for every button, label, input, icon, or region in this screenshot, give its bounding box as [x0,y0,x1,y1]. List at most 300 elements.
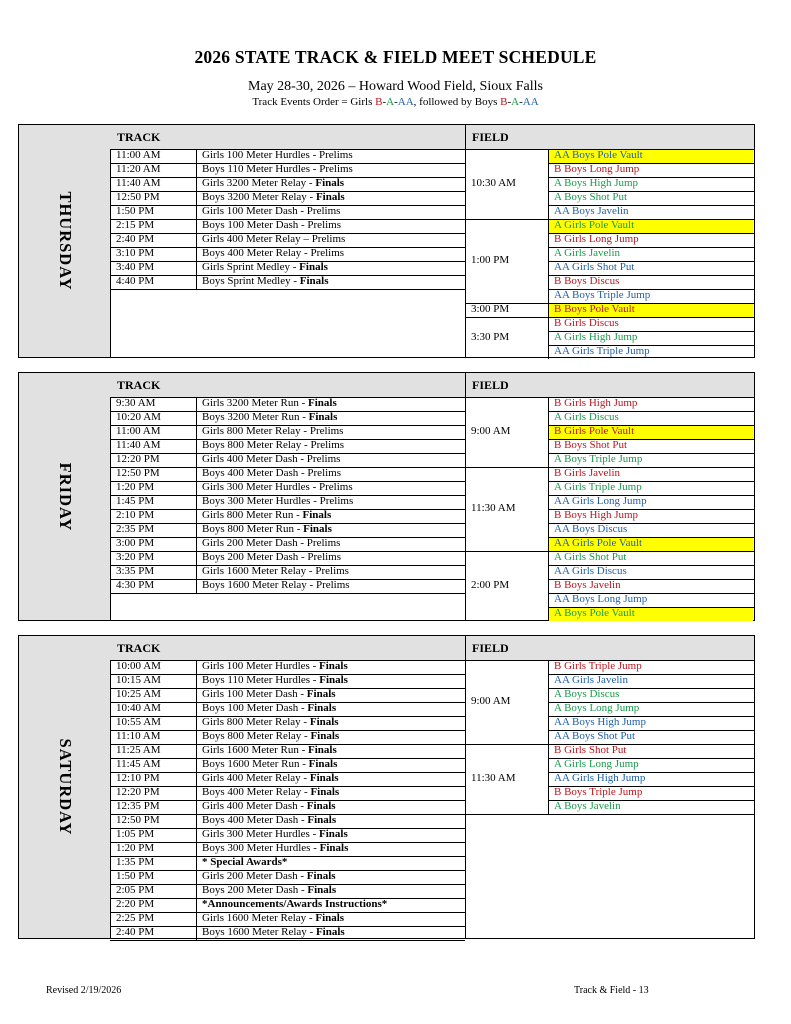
field-group-line [465,219,548,220]
track-event-round: Prelims [310,247,345,259]
field-row-line [548,205,754,206]
field-event: A Girls High Jump [554,331,638,343]
track-time: 2:35 PM [116,523,155,535]
field-event: A Boys Discus [554,688,620,700]
track-event-round: Finals [306,800,336,812]
track-time: 3:35 PM [116,565,155,577]
track-row [110,716,465,730]
field-row-line [548,565,754,566]
track-event [202,191,345,204]
track-row [110,551,465,565]
track-time: 11:40 AM [116,177,161,189]
track-event [202,926,345,939]
row-line [110,551,465,552]
track-event-round: Finals [307,702,337,714]
track-time: 11:25 AM [116,744,161,756]
track-row [110,163,465,177]
track-event-name: Boys 200 Meter Dash - [202,551,308,563]
track-event-round: Finals [308,411,338,423]
track-time: 11:20 AM [116,163,161,175]
track-event-name: Boys 3200 Meter Run - [202,411,309,423]
track-event [202,481,353,494]
field-time: 1:00 PM [471,254,510,266]
field-group-line [465,744,548,745]
track-bottom-line [110,289,465,290]
track-time: 12:20 PM [116,453,160,465]
track-event-round: Finals [319,842,349,854]
row-line [110,481,465,482]
row-line [110,912,465,913]
field-group-line [465,303,548,304]
row-line [110,565,465,566]
track-time: 1:35 PM [116,856,155,868]
field-event: B Girls Discus [554,317,619,329]
row-line [110,163,465,164]
track-time: 2:05 PM [116,884,155,896]
row-line [110,205,465,206]
track-event-round: Prelims [319,149,353,161]
field-event: B Girls Triple Jump [554,660,642,672]
field-row-line [548,702,754,703]
field-event: B Girls Long Jump [554,233,639,245]
track-event-name: Girls 100 Meter Hurdles - [202,149,320,161]
order-note-dash: - [394,96,398,108]
row-line [110,688,465,689]
track-row [110,772,465,786]
track-event [202,744,337,757]
field-row-line [548,593,754,594]
track-event-round: Finals [306,870,336,882]
track-row [110,481,465,495]
field-event: B Girls High Jump [554,397,638,409]
day-name: FRIDAY [55,462,75,531]
field-time-divider [548,149,549,359]
field-event: B Boys Shot Put [554,439,628,451]
track-event-name: Girls 1600 Meter Relay - [202,565,316,577]
track-event-round: Finals [319,828,348,840]
track-time: 2:20 PM [116,898,155,910]
track-event-name: Boys 1600 Meter Run - [202,758,309,770]
track-event-round: * Special Awards* [202,856,288,868]
field-time: 9:00 AM [471,695,511,707]
track-event-round: Prelims [306,453,341,465]
revised-date: Revised 2/19/2026 [46,985,122,996]
field-event: A Girls Shot Put [554,551,627,563]
row-line [110,439,465,440]
field-event: B Boys Javelin [554,579,621,591]
field-event: AA Boys Pole Vault [554,149,643,161]
field-row-line [548,716,754,717]
track-event [202,716,339,729]
track-event [202,495,353,508]
field-bottom-line [465,814,754,815]
order-note-mid: , followed by Boys [413,96,501,108]
track-event [202,898,387,911]
order-note-aa: AA [522,96,539,108]
track-event [202,842,348,855]
track-header: TRACK [117,378,161,392]
track-row [110,233,465,247]
track-event-name: Girls 300 Meter Hurdles - [202,481,320,493]
field-event: AA Boys Long Jump [554,593,648,605]
field-row-line [548,730,754,731]
track-event-round: Prelims [319,495,354,507]
day-label-column [19,636,111,938]
page-title: 2026 STATE TRACK & FIELD MEET SCHEDULE [194,47,597,67]
track-event [202,247,344,260]
track-event [202,467,341,480]
row-line [110,772,465,773]
track-event-round: Finals [319,674,348,686]
order-note-a: A [511,96,520,108]
track-row [110,842,465,856]
order-note-b: B [500,96,508,108]
field-row-line [548,317,754,318]
table-header [110,373,754,398]
field-header: FIELD [472,130,509,144]
track-row [110,439,465,453]
day-label-column [19,125,111,357]
row-line [110,495,465,496]
track-event-round: Finals [303,523,332,535]
friday-schedule-table [18,372,755,621]
track-event [202,660,348,673]
track-row [110,565,465,579]
track-time: 12:50 PM [116,467,160,479]
track-event-name: Girls 100 Meter Hurdles - [202,660,320,672]
track-row [110,149,465,163]
field-event: AA Boys Javelin [554,205,629,217]
field-row-line [548,495,754,496]
field-row-line [548,191,754,192]
field-event: A Girls Javelin [554,247,620,259]
track-row [110,411,465,425]
track-event [202,579,350,592]
order-note-dash: - [507,96,512,108]
track-event-round: Finals [307,884,337,896]
row-line [110,786,465,787]
day-name: THURSDAY [55,191,75,291]
track-event-round: Prelims [319,163,353,175]
track-event [202,730,339,743]
track-event-name: Girls 3200 Meter Run - [202,397,309,409]
order-note-b: B [375,96,383,108]
track-event-round: Finals [319,660,348,672]
track-event [202,233,345,246]
row-line [110,247,465,248]
field-row-line [548,688,754,689]
day-name: SATURDAY [55,738,75,836]
table-header [110,125,754,150]
track-event [202,551,341,564]
track-event-name: Boys 1600 Meter Relay - [202,579,316,591]
field-row-line [548,481,754,482]
track-event-name: Boys 400 Meter Dash - [202,467,308,479]
track-row [110,467,465,481]
track-event-name: Boys Sprint Medley - [202,275,300,287]
field-row-line [548,303,754,304]
header-divider [465,636,466,660]
field-row-line [548,744,754,745]
track-event [202,205,340,218]
track-row [110,758,465,772]
track-row [110,191,465,205]
field-event: AA Boys High Jump [554,716,646,728]
row-line [110,758,465,759]
field-time: 10:30 AM [471,177,516,189]
track-event-round: Prelims [306,205,341,217]
page-number: Track & Field - 13 [574,985,649,996]
track-event [202,163,353,176]
track-header: TRACK [117,130,161,144]
track-event-name: Boys 400 Meter Relay - [202,247,311,259]
field-row-line [548,439,754,440]
track-field-divider [465,397,466,620]
track-event-name: Girls 100 Meter Dash - [202,205,307,217]
track-event-name: Girls 400 Meter Dash - [202,453,307,465]
row-line [110,926,465,927]
track-time: 10:20 AM [116,411,161,423]
track-event-round: Finals [308,758,338,770]
track-event-name: Boys 110 Meter Hurdles - [202,163,320,175]
track-bottom-line [110,593,465,594]
track-event-round: Finals [309,772,339,784]
track-event-round: Finals [315,926,345,938]
row-line [110,702,465,703]
field-row-line [548,537,754,538]
track-event-round: Prelims [310,439,345,451]
track-row [110,425,465,439]
field-event: B Boys Discus [554,275,620,287]
track-time: 11:10 AM [116,730,161,742]
track-event-name: Boys 3200 Meter Relay - [202,191,316,203]
track-row [110,509,465,523]
track-row [110,247,465,261]
track-time: 12:50 PM [116,191,160,203]
track-event-round: Finals [315,191,345,203]
field-time: 3:00 PM [471,303,510,315]
row-line [110,275,465,276]
track-event-round: Prelims [315,565,349,577]
row-line [110,411,465,412]
track-row [110,786,465,800]
track-event-round: *Announcements/Awards Instructions* [202,898,388,910]
track-event [202,523,332,536]
track-event-name: Girls 1600 Meter Relay - [202,912,316,924]
field-time: 11:30 AM [471,502,516,514]
track-event-round: Prelims [306,537,341,549]
track-event [202,674,348,687]
track-time: 10:25 AM [116,688,161,700]
track-event-name: Boys 300 Meter Hurdles - [202,842,320,854]
field-event: B Boys High Jump [554,509,639,521]
track-event-name: Girls 1600 Meter Run - [202,744,309,756]
thursday-schedule-table [18,124,755,358]
track-time: 2:25 PM [116,912,155,924]
track-time: 2:40 PM [116,926,155,938]
row-line [110,884,465,885]
track-event-round: Finals [309,716,339,728]
field-row-line [548,453,754,454]
track-event-round: Finals [308,744,337,756]
field-event: A Boys High Jump [554,177,639,189]
field-row-line [548,523,754,524]
field-event: AA Girls Pole Vault [554,537,643,549]
track-event-name: Boys 800 Meter Run - [202,523,304,535]
meet-subtitle: May 28-30, 2026 – Howard Wood Field, Sioux Falls [248,79,543,94]
field-time-divider [548,660,549,814]
field-row-line [548,509,754,510]
track-event-round: Prelims [307,219,342,231]
field-event: B Boys Triple Jump [554,786,643,798]
field-row-line [548,579,754,580]
field-event: B Boys Pole Vault [554,303,635,315]
track-event-name: Boys 200 Meter Dash - [202,884,308,896]
track-time: 11:40 AM [116,439,161,451]
track-event-name: Girls 100 Meter Dash - [202,688,307,700]
track-time: 11:00 AM [116,149,161,161]
field-row-line [548,247,754,248]
field-event: AA Girls High Jump [554,772,646,784]
track-event-round: Finals [307,814,337,826]
row-line [110,219,465,220]
track-event [202,275,329,288]
track-time: 11:45 AM [116,758,161,770]
track-event [202,870,336,883]
track-time: 1:20 PM [116,842,155,854]
field-row-line [548,163,754,164]
track-event-round: Prelims [307,551,342,563]
track-event [202,828,348,841]
field-row-line [548,674,754,675]
track-time: 1:50 PM [116,205,155,217]
row-line [110,674,465,675]
field-event: AA Girls Javelin [554,674,628,686]
track-event-name: Girls 400 Meter Relay – [202,233,312,245]
field-group-line [465,551,548,552]
order-note-prefix: Track Events Order = Girls [252,96,376,108]
row-line [110,842,465,843]
field-row-line [548,177,754,178]
field-row-line [548,607,754,608]
field-row-line [548,786,754,787]
track-event-name: Girls Sprint Medley - [202,261,300,273]
track-event [202,219,341,232]
track-event-name: Girls 400 Meter Dash - [202,800,307,812]
track-event-name: Girls 800 Meter Run - [202,509,303,521]
track-event-name: Girls 800 Meter Relay - [202,425,310,437]
track-time: 11:00 AM [116,425,161,437]
field-row-line [548,275,754,276]
track-time: 9:30 AM [116,397,156,409]
track-event-name: Boys 100 Meter Dash - [202,702,308,714]
track-time: 1:50 PM [116,870,155,882]
track-time: 1:05 PM [116,828,155,840]
track-row [110,261,465,275]
field-event: A Girls Triple Jump [554,481,642,493]
order-note-dash: - [382,96,387,108]
track-event-name: Girls 3200 Meter Relay - [202,177,316,189]
field-event: A Boys Javelin [554,800,621,812]
track-event [202,884,336,897]
row-line [110,800,465,801]
track-event [202,912,344,925]
track-time: 10:40 AM [116,702,161,714]
track-row [110,828,465,842]
track-row [110,275,465,289]
track-event [202,702,336,715]
track-field-divider [465,660,466,938]
track-row [110,702,465,716]
track-event [202,177,344,190]
track-event [202,786,339,799]
order-note-dash: - [519,96,523,108]
track-time: 3:10 PM [116,247,155,259]
field-time: 3:30 PM [471,331,510,343]
track-bottom-line [110,940,465,941]
field-row-line [548,551,754,552]
track-row [110,814,465,828]
track-event-round: Prelims [309,425,344,437]
row-line [110,870,465,871]
track-row [110,744,465,758]
field-event: A Boys Triple Jump [554,453,643,465]
saturday-schedule-table [18,635,755,939]
table-header [110,636,754,661]
track-time: 1:45 PM [116,495,155,507]
track-event-round: Finals [310,786,340,798]
track-row [110,674,465,688]
track-event [202,509,331,522]
row-line [110,814,465,815]
track-event-name: Girls 200 Meter Dash - [202,870,307,882]
field-row-line [548,289,754,290]
field-event: A Boys Shot Put [554,191,628,203]
order-note-a: A [386,96,395,108]
field-row-line [548,233,754,234]
track-event-name: Girls 800 Meter Relay - [202,716,310,728]
track-event [202,149,353,162]
track-header: TRACK [117,641,161,655]
row-line [110,261,465,262]
track-row [110,453,465,467]
field-row-line [548,411,754,412]
field-row-line [548,800,754,801]
track-event [202,565,349,578]
field-time: 11:30 AM [471,772,516,784]
row-line [110,191,465,192]
track-time: 4:30 PM [116,579,155,591]
row-line [110,828,465,829]
field-group-line [465,317,548,318]
field-time: 9:00 AM [471,425,511,437]
track-time: 10:55 AM [116,716,161,728]
track-event-round: Finals [310,730,340,742]
field-event: B Girls Pole Vault [554,425,635,437]
track-event [202,261,328,274]
track-row [110,730,465,744]
track-event-round: Finals [315,177,345,189]
track-event-name: Boys 110 Meter Hurdles - [202,674,320,686]
field-row-line [548,219,754,220]
row-line [110,425,465,426]
track-row [110,397,465,411]
track-time: 1:20 PM [116,481,155,493]
track-row [110,219,465,233]
track-row [110,688,465,702]
field-event: AA Boys Discus [554,523,628,535]
track-row [110,495,465,509]
